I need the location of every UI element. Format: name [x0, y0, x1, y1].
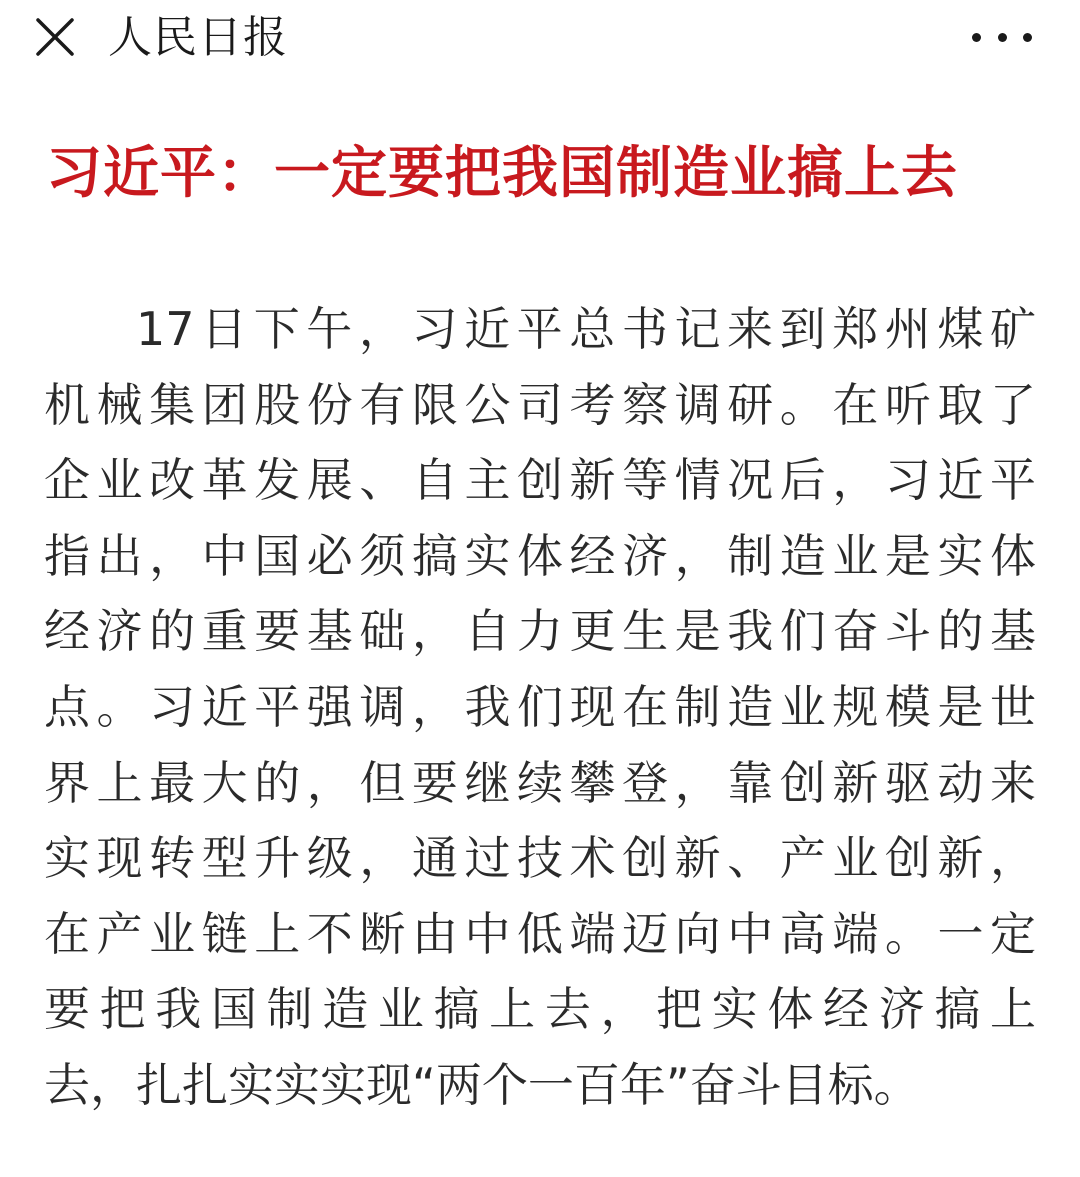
article-line: 企业改革发展、自主创新等情况后，习近平: [44, 453, 1036, 508]
article-line: 经济的重要基础，自力更生是我们奋斗的基: [44, 604, 1036, 659]
article-line: 去，扎扎实实实现“两个一百年”奋斗目标。: [44, 1057, 920, 1112]
page-title: 人民日报: [108, 12, 288, 63]
article-line: 点。习近平强调，我们现在制造业规模是世: [44, 679, 1036, 734]
more-dots-icon: [972, 33, 981, 42]
article-line: 界上最大的，但要继续攀登，靠创新驱动来: [44, 755, 1036, 810]
top-bar: [0, 0, 1080, 80]
article-line: 实现转型升级，通过技术创新、产业创新，: [44, 831, 1036, 886]
article-body: [44, 292, 1036, 1124]
article-line: 指出，中国必须搞实体经济，制造业是实体: [44, 528, 1036, 583]
close-button[interactable]: [30, 12, 80, 62]
article-line: 17日下午，习近平总书记来到郑州煤矿: [136, 302, 1036, 356]
more-dots-icon: [998, 33, 1007, 42]
close-icon: [30, 12, 80, 62]
article-headline: 习近平：一定要把我国制造业搞上去: [46, 141, 958, 206]
article-line: 机械集团股份有限公司考察调研。在听取了: [44, 377, 1036, 432]
article-line: 在产业链上不断由中低端迈向中高端。一定: [44, 906, 1036, 961]
more-options-button[interactable]: [972, 22, 1032, 52]
article-line: 要把我国制造业搞上去，把实体经济搞上: [44, 982, 1036, 1037]
more-dots-icon: [1023, 33, 1032, 42]
